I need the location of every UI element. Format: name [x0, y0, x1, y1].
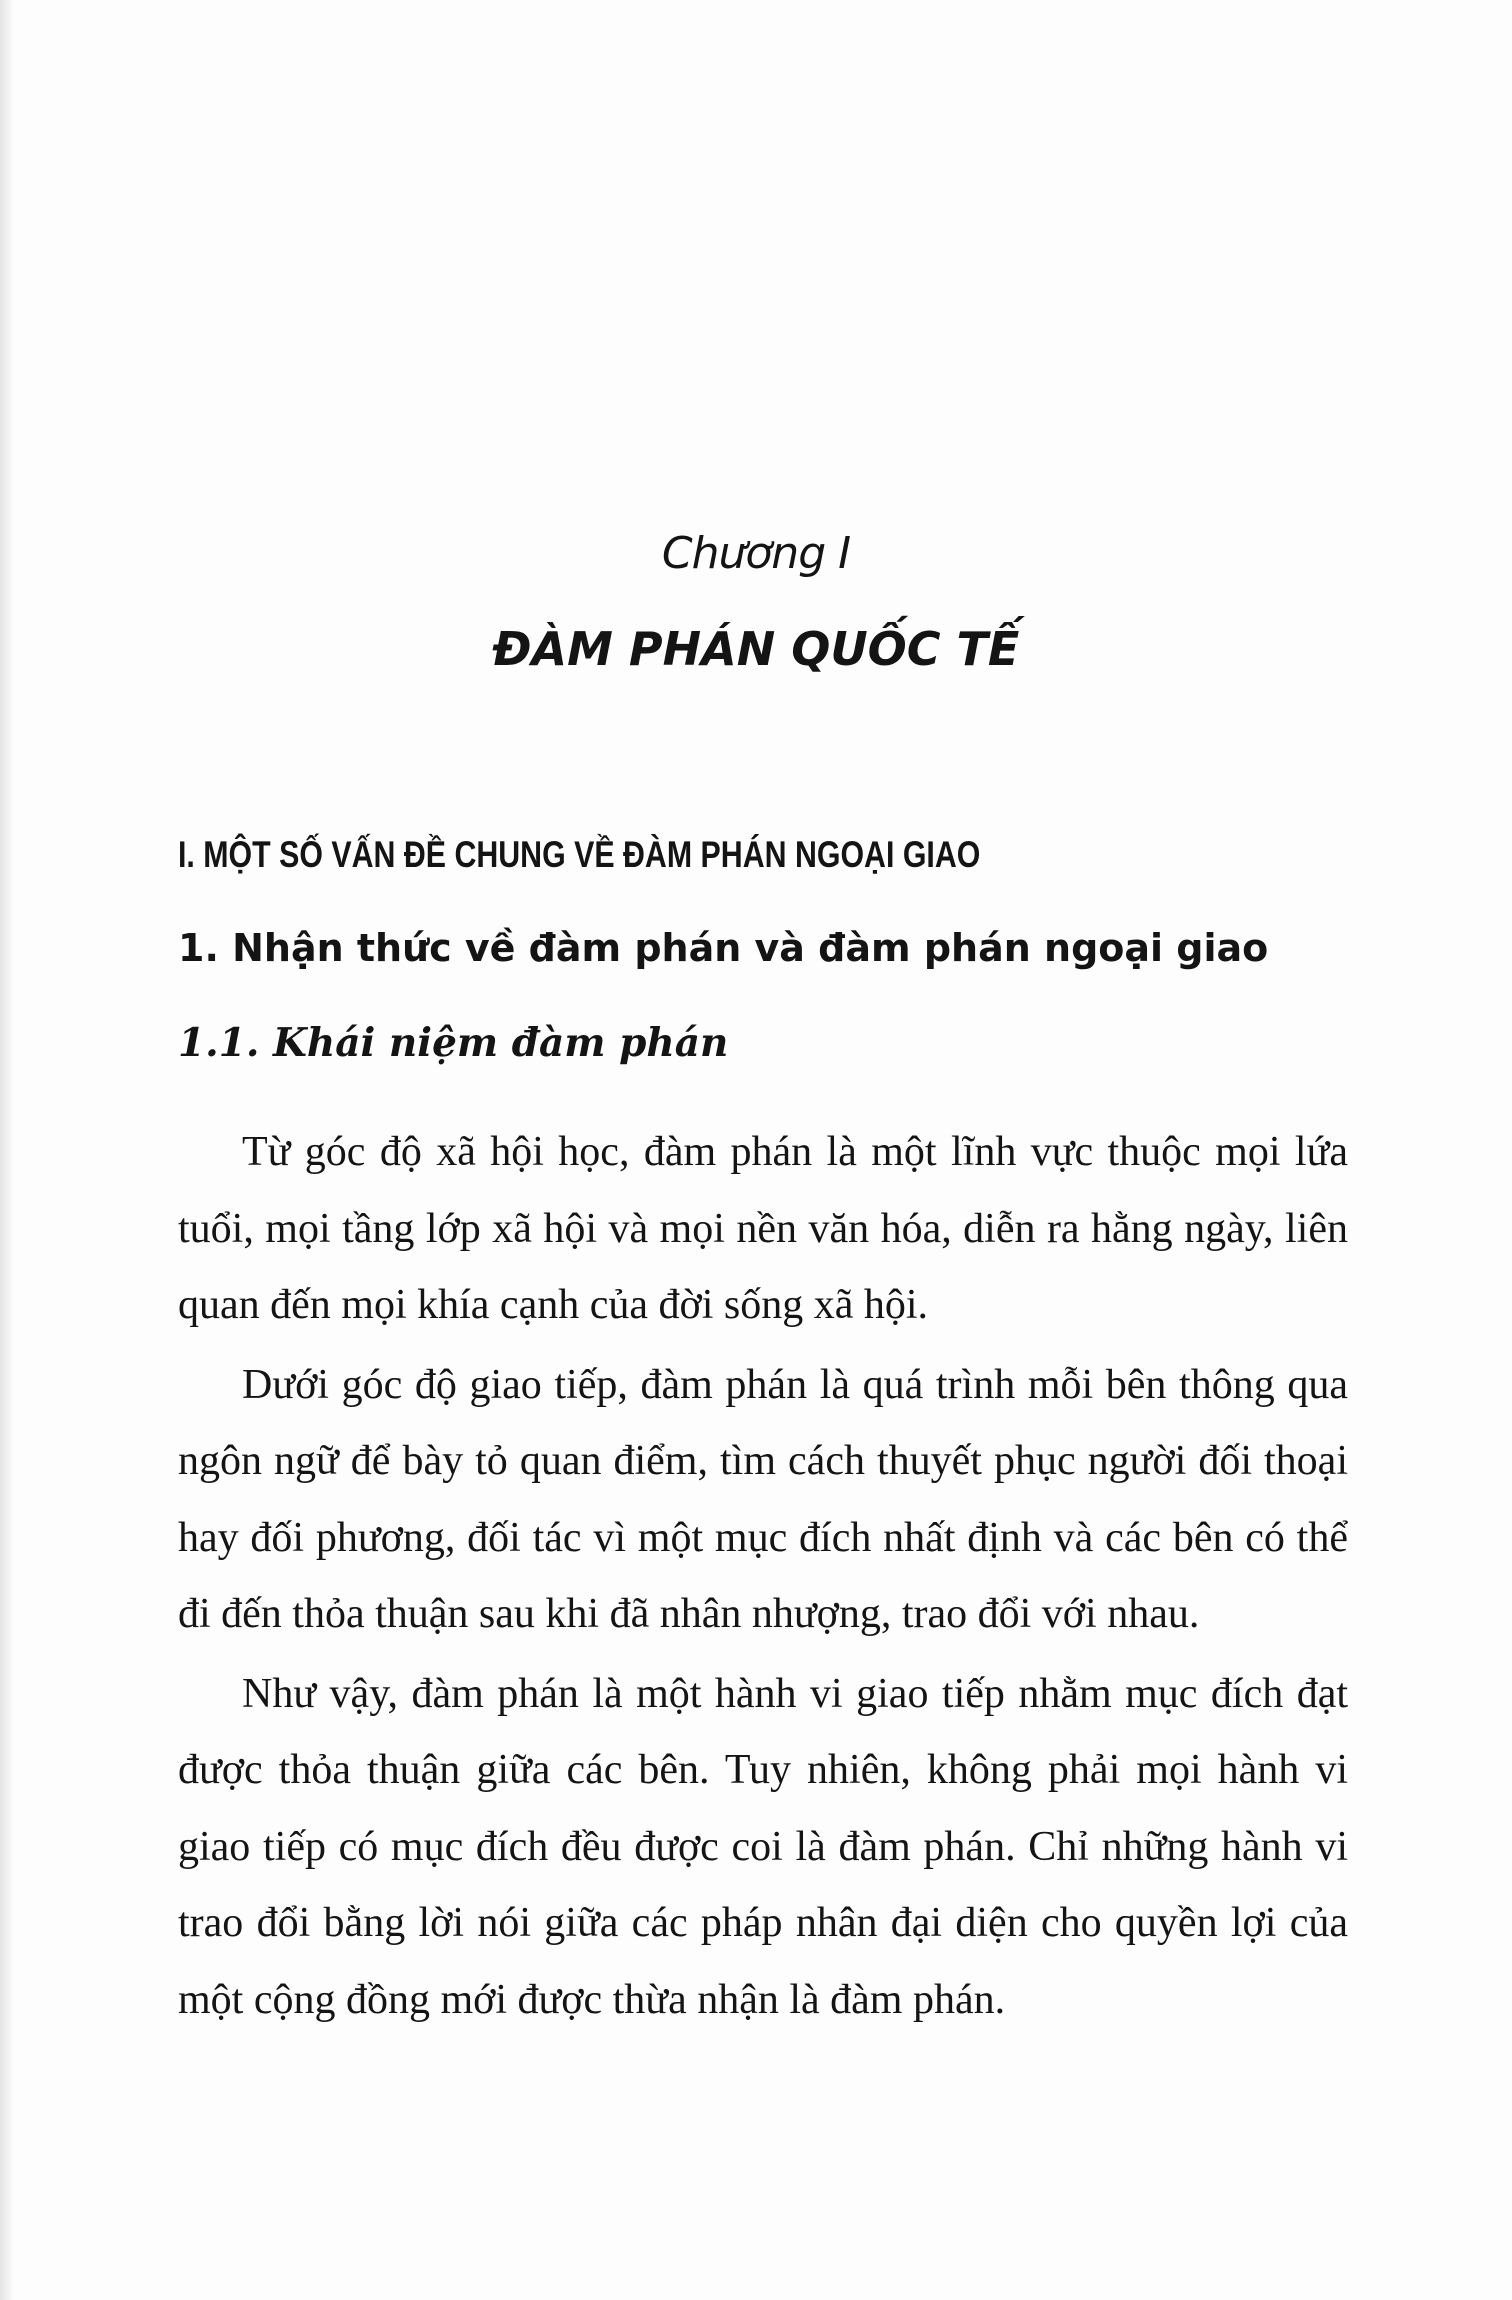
- paragraph-2-text: Dưới góc độ giao tiếp, đàm phán là quá trình mỗi bên thông qua ngôn ngữ để bày tỏ quan điểm, tìm cách thuyết phục người đối thoại hay đối phương, đối tác vì một mục đích nhất định và các bên có thể đi đến thỏa thuận sau khi đã nhân nhượng, trao đổi với nhau.: [178, 1361, 1348, 1637]
- section-heading: I. MỘT SỐ VẤN ĐỀ CHUNG VỀ ĐÀM PHÁN NGOẠI GIAO: [178, 834, 981, 875]
- paragraph-3-text: Như vậy, đàm phán là một hành vi giao tiếp nhằm mục đích đạt được thỏa thuận giữa các bên. Tuy nhiên, không phải mọi hành vi giao tiếp có mục đích đều được coi là đàm phán. Chỉ những hành vi trao đổi bằng lời nói giữa các pháp nhân đại diện cho quyền lợi của một cộng đồng mới được thừa nhận là đàm phán.: [178, 1670, 1348, 2023]
- page-edge-shadow: [0, 0, 14, 2300]
- paragraph-1-text: Từ góc độ xã hội học, đàm phán là một lĩnh vực thuộc mọi lứa tuổi, mọi tầng lớp xã hội và mọi nền văn hóa, diễn ra hằng ngày, liên quan đến mọi khía cạnh của đời sống xã hội.: [178, 1129, 1348, 1328]
- chapter-label: Chương I: [661, 528, 851, 579]
- paragraph-3: [178, 1656, 1348, 2039]
- subsubsection-heading: 1.1. Khái niệm đàm phán: [178, 1020, 729, 1066]
- paragraph-1: [178, 1114, 1348, 1344]
- body-text: [178, 1114, 1348, 2038]
- paragraph-2: [178, 1347, 1348, 1653]
- chapter-title: ĐÀM PHÁN QUỐC TẾ: [492, 622, 1020, 676]
- subsection-heading: 1. Nhận thức về đàm phán và đàm phán ngoại giao: [178, 926, 1269, 970]
